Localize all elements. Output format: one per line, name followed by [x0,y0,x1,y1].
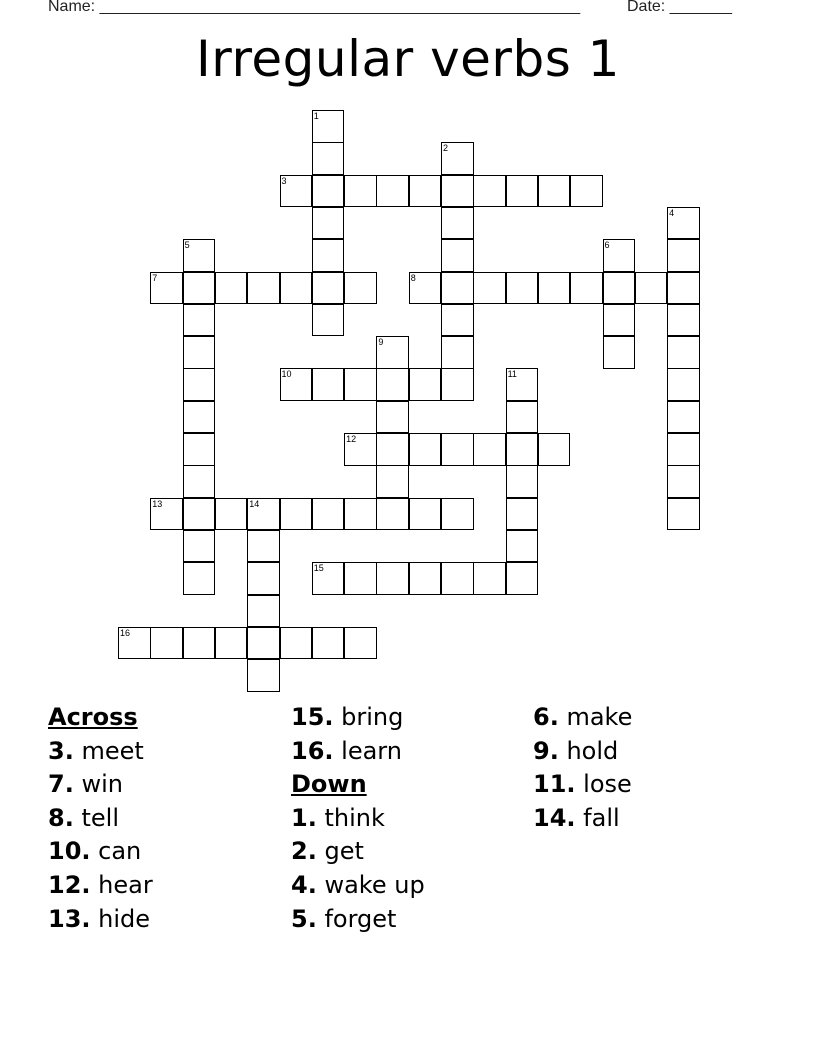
grid-cell[interactable] [667,401,700,434]
grid-cell[interactable] [506,530,539,563]
grid-cell[interactable] [603,336,636,369]
grid-cell[interactable] [441,433,474,466]
grid-cell[interactable] [667,207,700,240]
grid-cell[interactable] [376,465,409,498]
grid-cell[interactable] [441,175,474,208]
grid-cell[interactable] [538,433,571,466]
grid-cell[interactable] [570,175,603,208]
grid-cell[interactable] [344,627,377,660]
grid-cell[interactable] [441,239,474,272]
clue-number: 9 [378,337,384,348]
grid-cell[interactable] [183,336,216,369]
grid-cell[interactable] [409,368,442,401]
clue-number: 12 [346,434,357,444]
grid-cell[interactable] [312,239,345,272]
grid-cell[interactable] [667,304,700,337]
grid-cell[interactable] [538,272,571,305]
grid-cell[interactable] [667,272,700,305]
grid-cell[interactable] [150,272,183,305]
grid-cell[interactable] [312,207,345,240]
grid-cell[interactable] [506,498,539,531]
grid-cell[interactable] [441,207,474,240]
grid-cell[interactable] [312,498,345,531]
grid-cell[interactable] [280,272,313,305]
clue-down-1: 1. think [291,803,385,832]
grid-cell[interactable] [215,627,248,660]
grid-cell[interactable] [473,433,506,466]
grid-cell[interactable] [409,272,442,305]
grid-cell[interactable] [506,272,539,305]
date-field-line: Date: _______ [627,0,732,15]
grid-cell[interactable] [312,562,345,595]
grid-cell[interactable] [441,498,474,531]
grid-cell[interactable] [280,368,313,401]
grid-cell[interactable] [409,433,442,466]
clue-number: 5 [184,240,190,251]
grid-cell[interactable] [441,272,474,305]
grid-cell[interactable] [473,272,506,305]
grid-cell[interactable] [376,336,409,369]
clue-across-7: 7. win [48,770,123,799]
grid-cell[interactable] [376,562,409,595]
clue-down-4: 4. wake up [291,870,425,899]
clue-number: 15 [313,563,324,574]
grid-cell[interactable] [603,304,636,337]
grid-cell[interactable] [280,627,313,660]
grid-cell[interactable] [441,336,474,369]
grid-cell[interactable] [570,272,603,305]
clue-number: 2 [443,143,449,154]
grid-cell[interactable] [506,401,539,434]
grid-cell[interactable] [150,627,183,660]
grid-cell[interactable] [247,562,280,595]
clue-number: 14 [249,498,260,509]
grid-cell[interactable] [667,368,700,401]
clue-across-13: 13. hide [48,904,151,933]
grid-cell[interactable] [183,401,216,434]
grid-cell[interactable] [506,175,539,208]
grid-cell[interactable] [376,401,409,434]
grid-cell[interactable] [183,465,216,498]
grid-cell[interactable] [506,368,539,401]
grid-cell[interactable] [215,272,248,305]
grid-cell[interactable] [441,142,474,175]
grid-cell[interactable] [183,368,216,401]
grid-cell[interactable] [247,498,280,531]
grid-cell[interactable] [183,239,216,272]
clue-number: 10 [281,369,292,380]
grid-cell[interactable] [344,562,377,595]
grid-cell[interactable] [506,465,539,498]
grid-cell[interactable] [506,433,539,466]
grid-cell[interactable] [344,498,377,531]
clue-down-5: 5. forget [291,904,397,933]
grid-cell[interactable] [183,272,216,305]
grid-cell[interactable] [376,433,409,466]
grid-cell[interactable] [312,627,345,660]
grid-cell[interactable] [183,627,216,660]
grid-cell[interactable] [667,336,700,369]
clue-down-2: 2. get [291,837,364,866]
grid-cell[interactable] [247,627,280,660]
grid-cell[interactable] [667,433,700,466]
clue-down-9: 9. hold [533,736,619,765]
clue-number: 6 [604,240,610,251]
grid-cell[interactable] [247,530,280,563]
clue-number: 16 [120,627,131,638]
grid-cell[interactable] [312,368,345,401]
grid-cell[interactable] [603,272,636,305]
clue-column-3 [533,701,632,835]
down-heading: Down [291,770,367,799]
grid-cell[interactable] [215,498,248,531]
grid-cell[interactable] [376,368,409,401]
clue-number: 11 [507,369,517,380]
grid-cell[interactable] [183,433,216,466]
grid-cell[interactable] [344,368,377,401]
clue-across-3: 3. meet [48,736,144,765]
clue-number: 8 [410,272,416,283]
clue-across-10: 10. can [48,837,142,866]
grid-cell[interactable] [667,498,700,531]
grid-cell[interactable] [667,239,700,272]
grid-cell[interactable] [473,562,506,595]
clue-down-6: 6. make [533,703,633,731]
grid-cell[interactable] [635,272,668,305]
grid-cell[interactable] [409,498,442,531]
grid-cell[interactable] [344,433,377,466]
grid-cell[interactable] [441,562,474,595]
grid-cell[interactable] [409,562,442,595]
grid-cell[interactable] [312,110,345,143]
clue-column-2 [291,701,425,936]
clue-number: 4 [669,207,675,218]
grid-cell[interactable] [247,595,280,628]
clue-across-8: 8. tell [48,803,119,832]
grid-cell[interactable] [473,175,506,208]
grid-cell[interactable] [344,175,377,208]
grid-cell[interactable] [312,142,345,175]
grid-cell[interactable] [312,304,345,337]
grid-cell[interactable] [280,175,313,208]
grid-cell[interactable] [247,659,280,692]
grid-cell[interactable] [312,272,345,305]
grid-cell[interactable] [280,498,313,531]
across-heading: Across [48,703,138,731]
grid-cell[interactable] [376,498,409,531]
clue-number: 13 [152,498,163,509]
grid-cell[interactable] [603,239,636,272]
clue-across-12: 12. hear [48,870,153,899]
grid-cell[interactable] [441,368,474,401]
clue-column-1 [48,701,153,936]
grid-cell[interactable] [247,272,280,305]
grid-cell[interactable] [344,272,377,305]
clue-number: 7 [152,272,158,283]
grid-cell[interactable] [118,627,151,660]
grid-cell[interactable] [183,304,216,337]
grid-cell[interactable] [506,562,539,595]
grid-cell[interactable] [376,175,409,208]
clue-number: 1 [313,111,319,121]
grid-cell[interactable] [183,562,216,595]
grid-cell[interactable] [150,498,183,531]
name-field-line: Name: ______________________________________________________ [48,0,581,15]
clue-across-15: 15. bring [291,703,404,731]
grid-cell[interactable] [183,498,216,531]
clue-down-11: 11. lose [533,770,632,799]
grid-cell[interactable] [312,175,345,208]
grid-cell[interactable] [409,175,442,208]
grid-cell[interactable] [667,465,700,498]
grid-cell[interactable] [538,175,571,208]
clue-number: 3 [281,175,287,186]
grid-cell[interactable] [183,530,216,563]
grid-cell[interactable] [441,304,474,337]
clue-down-14: 14. fall [533,803,620,832]
page-title: Irregular verbs 1 [196,30,620,88]
clue-across-16: 16. learn [291,736,402,765]
